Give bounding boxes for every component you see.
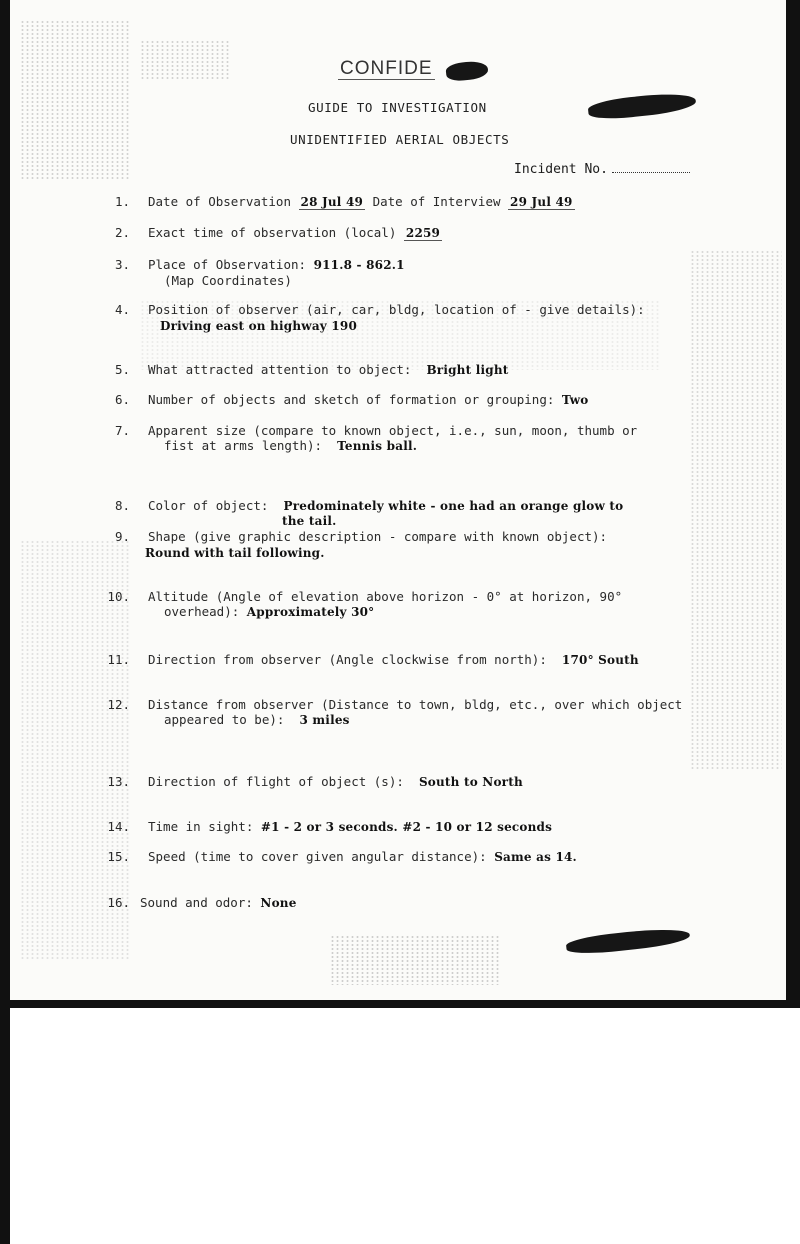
incident-number-blank xyxy=(612,172,690,173)
scan-edge-right xyxy=(786,0,800,1000)
document-title: GUIDE TO INVESTIGATION xyxy=(308,100,487,115)
incident-number-label: Incident No. xyxy=(514,162,608,177)
scan-edge-bottom xyxy=(10,1000,800,1008)
incident-number xyxy=(514,162,690,177)
scan-edge-left xyxy=(0,0,10,1244)
confidential-stamp: CONFIDE xyxy=(340,58,433,79)
document-subtitle: UNIDENTIFIED AERIAL OBJECTS xyxy=(290,132,510,147)
